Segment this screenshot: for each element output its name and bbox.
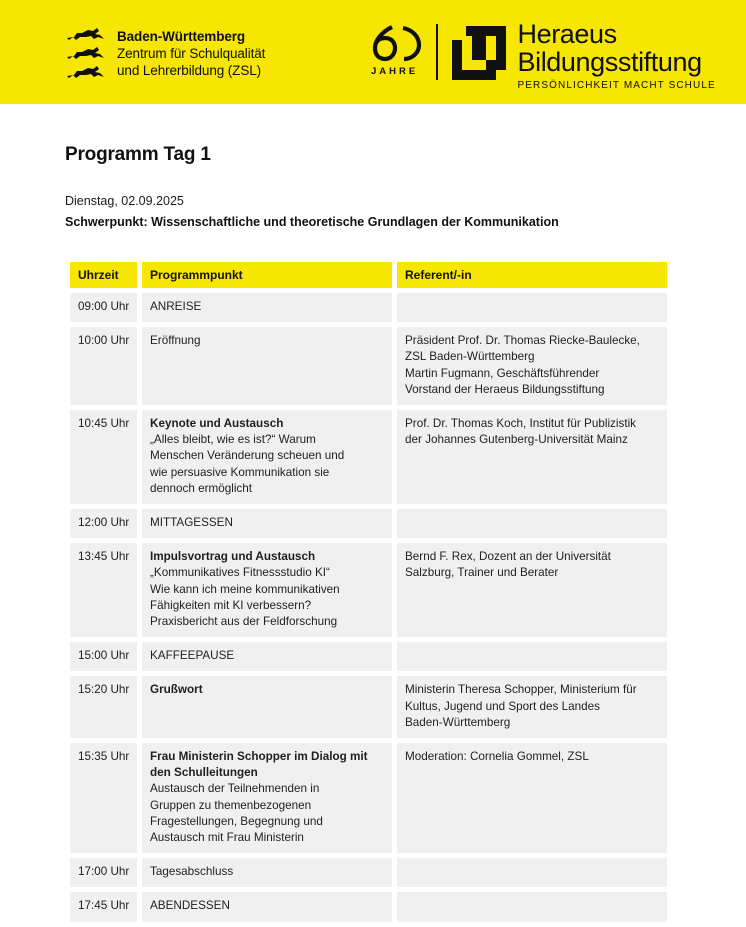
programmpunkt-title: Grußwort (150, 683, 203, 697)
brand-header-band (0, 0, 746, 104)
heraeus-claim: PERSÖNLICHKEIT MACHT SCHULE (517, 80, 716, 91)
cell-uhrzeit: 13:45 Uhr (70, 543, 137, 637)
programmpunkt-desc-line: Tagesabschluss (150, 865, 234, 879)
cell-programmpunkt (142, 327, 392, 405)
referent-line: Bernd F. Rex, Dozent an der Universität (405, 550, 611, 564)
programmpunkt-title: Impulsvortrag und Austausch (150, 550, 316, 564)
referent-line: der Johannes Gutenberg-Universität Mainz (405, 433, 628, 447)
page-title: Programm Tag 1 (65, 144, 211, 165)
cell-referent (397, 642, 667, 671)
programmpunkt-desc-line: Menschen Veränderung scheuen und (150, 449, 345, 463)
table-row (70, 743, 662, 853)
table-row (70, 676, 662, 738)
cell-programmpunkt (142, 509, 392, 538)
referent-line: Vorstand der Heraeus Bildungsstiftung (405, 382, 605, 396)
table-row (70, 543, 662, 637)
cell-programmpunkt (142, 743, 392, 853)
cell-programmpunkt (142, 642, 392, 671)
cell-uhrzeit: 15:00 Uhr (70, 642, 137, 671)
programmpunkt-title: Keynote und Austausch (150, 417, 284, 431)
cell-referent (397, 676, 667, 738)
column-header-referent: Referent/-in (397, 262, 667, 288)
table-row (70, 858, 662, 887)
table-row (70, 327, 662, 405)
programmpunkt-desc-line: MITTAGESSEN (150, 516, 233, 530)
programmpunkt-desc-line: „Alles bleibt, wie es ist?“ Warum (150, 433, 316, 447)
table-row (70, 293, 662, 322)
heraeus-name-line1: Heraeus (517, 19, 617, 49)
cell-uhrzeit: 15:35 Uhr (70, 743, 137, 853)
anniversary-word-jahre: JAHRE (371, 66, 419, 77)
logo-divider (436, 24, 438, 80)
programmpunkt-desc-line: Wie kann ich meine kommunikativen (150, 582, 340, 596)
referent-line: Moderation: Cornelia Gommel, ZSL (405, 750, 589, 764)
programmpunkt-desc-line: Gruppen zu themenbezogenen (150, 798, 312, 812)
heraeus-spiral-square-mark-icon (452, 26, 506, 85)
programmpunkt-desc-line: KAFFEEPAUSE (150, 649, 235, 663)
table-row (70, 509, 662, 538)
table-header-row (70, 262, 662, 288)
cell-uhrzeit: 17:45 Uhr (70, 892, 137, 921)
cell-uhrzeit: 10:00 Uhr (70, 327, 137, 405)
cell-programmpunkt (142, 676, 392, 738)
programmpunkt-desc-line: ANREISE (150, 300, 202, 313)
table-row (70, 642, 662, 671)
program-date: Dienstag, 02.09.2025 (65, 194, 184, 208)
heraeus-logo (368, 20, 716, 91)
referent-line: ZSL Baden-Württemberg (405, 350, 535, 364)
programmpunkt-desc-line: Austausch mit Frau Ministerin (150, 831, 304, 845)
programmpunkt-desc-line: Fragestellungen, Begegnung und (150, 814, 323, 828)
cell-referent (397, 892, 667, 921)
zsl-logo-line3: und Lehrerbildung (ZSL) (117, 62, 262, 78)
cell-programmpunkt (142, 293, 392, 322)
programmpunkt-desc-line: Austausch der Teilnehmenden in (150, 782, 320, 796)
cell-referent (397, 327, 667, 405)
column-header-uhrzeit: Uhrzeit (70, 262, 137, 288)
cell-referent (397, 858, 667, 887)
cell-programmpunkt (142, 410, 392, 504)
zsl-logo-text (117, 28, 265, 79)
referent-line: Prof. Dr. Thomas Koch, Institut für Publizistik (405, 417, 637, 431)
referent-line: Kultus, Jugend und Sport des Landes (405, 699, 600, 713)
heraeus-name-line2: Bildungsstiftung (517, 47, 702, 77)
zsl-logo (64, 26, 265, 80)
referent-line: Präsident Prof. Dr. Thomas Riecke-Baulecke, (405, 334, 640, 348)
heraeus-wordmark (518, 20, 716, 91)
programmpunkt-desc-line: ABENDESSEN (150, 899, 230, 913)
cell-programmpunkt (142, 858, 392, 887)
cell-uhrzeit: 15:20 Uhr (70, 676, 137, 738)
three-lions-crest-icon (64, 26, 106, 80)
column-header-programmpunkt: Programmpunkt (142, 262, 392, 288)
referent-line: Salzburg, Trainer und Berater (405, 566, 559, 580)
anniversary-60-jahre (368, 20, 428, 77)
programmpunkt-desc-line: „Kommunikatives Fitnessstudio KI“ (150, 566, 330, 580)
cell-referent (397, 293, 667, 322)
referent-line: Martin Fugmann, Geschäftsführender (405, 366, 600, 380)
cell-referent (397, 743, 667, 853)
page-subtitle (65, 192, 559, 231)
anniversary-number-60-icon (370, 24, 426, 62)
programmpunkt-desc-line: Fähigkeiten mit KI verbessern? (150, 598, 312, 612)
programmpunkt-desc-line: wie persuasive Kommunikation sie (150, 465, 330, 479)
schedule-table (70, 262, 662, 927)
referent-line: Baden-Württemberg (405, 715, 511, 729)
cell-referent (397, 509, 667, 538)
programmpunkt-title: Frau Ministerin Schopper im Dialog mit den Schulleitungen (150, 750, 368, 780)
cell-programmpunkt (142, 543, 392, 637)
programmpunkt-desc-line: Praxisbericht aus der Feldforschung (150, 615, 338, 629)
cell-uhrzeit: 12:00 Uhr (70, 509, 137, 538)
cell-uhrzeit: 09:00 Uhr (70, 293, 137, 322)
cell-programmpunkt (142, 892, 392, 921)
cell-uhrzeit: 10:45 Uhr (70, 410, 137, 504)
zsl-logo-line2: Zentrum für Schulqualität (117, 45, 266, 61)
cell-referent (397, 410, 667, 504)
program-focus: Schwerpunkt: Wissenschaftliche und theoretische Grundlagen der Kommunikation (65, 215, 559, 229)
programmpunkt-desc-line: Eröffnung (150, 334, 201, 348)
programmpunkt-desc-line: dennoch ermöglicht (150, 481, 253, 495)
table-row (70, 892, 662, 921)
cell-referent (397, 543, 667, 637)
zsl-logo-line1: Baden-Württemberg (117, 28, 246, 44)
cell-uhrzeit: 17:00 Uhr (70, 858, 137, 887)
table-row (70, 410, 662, 504)
referent-line: Ministerin Theresa Schopper, Ministerium für (405, 683, 637, 697)
